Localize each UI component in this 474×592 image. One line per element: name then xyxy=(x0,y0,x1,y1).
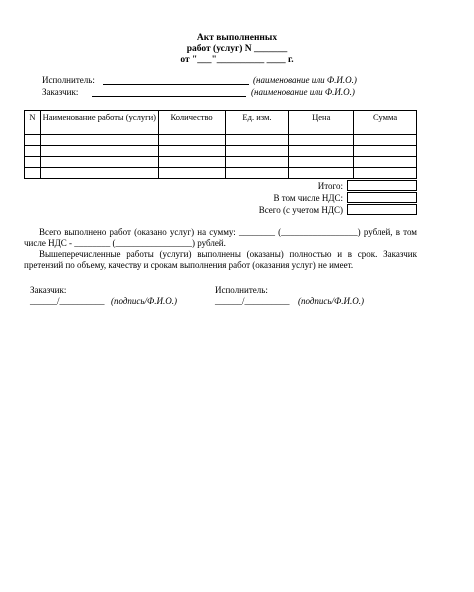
table-cell[interactable] xyxy=(354,157,417,168)
table-cell[interactable] xyxy=(25,146,41,157)
total-field[interactable] xyxy=(347,180,417,191)
signature-customer-line[interactable]: ______/__________ xyxy=(30,296,105,306)
customer-label: Заказчик: xyxy=(42,87,79,97)
col-work-name: Наименование работы (услуги) xyxy=(40,111,158,135)
table-cell[interactable] xyxy=(289,135,354,146)
signature-executor-hint: (подпись/Ф.И.О.) xyxy=(298,296,365,306)
table-cell[interactable] xyxy=(25,157,41,168)
document-number: работ (услуг) N _______ xyxy=(186,44,288,54)
document-date: от "___"__________ ____ г. xyxy=(180,55,294,65)
table-cell[interactable] xyxy=(225,168,289,179)
table-cell[interactable] xyxy=(354,135,417,146)
amount-paragraph: Всего выполнено работ (оказано услуг) на сумму: ________ (_________________) рублей, в том числе НДС - ________ (_________________) рублей. xyxy=(24,227,417,248)
customer-field[interactable] xyxy=(92,96,246,97)
table-header-row xyxy=(25,111,417,135)
table-row xyxy=(25,168,417,179)
signature-executor-line[interactable]: ______/__________ xyxy=(215,296,290,306)
completion-paragraph: Вышеперечисленные работы (услуги) выполнены (оказаны) полностью и в срок. Заказчик претензий по объему, качеству и срокам выполнения работ (оказания услуг) не имеет. xyxy=(24,249,417,270)
table-cell[interactable] xyxy=(158,146,225,157)
table-cell[interactable] xyxy=(40,157,158,168)
document-title: Акт выполненных xyxy=(196,33,278,43)
items-table xyxy=(24,110,417,179)
total-with-vat-field[interactable] xyxy=(347,204,417,215)
signature-customer-hint: (подпись/Ф.И.О.) xyxy=(111,296,178,306)
signature-customer-label: Заказчик: xyxy=(30,285,67,295)
col-quantity: Количество xyxy=(158,111,225,135)
table-cell[interactable] xyxy=(225,135,289,146)
executor-field[interactable] xyxy=(103,84,249,85)
table-cell[interactable] xyxy=(40,135,158,146)
customer-hint: (наименование или Ф.И.О.) xyxy=(251,87,355,97)
executor-label: Исполнитель: xyxy=(42,75,95,85)
table-cell[interactable] xyxy=(289,146,354,157)
table-cell[interactable] xyxy=(40,168,158,179)
table-cell[interactable] xyxy=(354,146,417,157)
table-cell[interactable] xyxy=(225,146,289,157)
table-cell[interactable] xyxy=(158,157,225,168)
executor-hint: (наименование или Ф.И.О.) xyxy=(253,75,357,85)
table-cell[interactable] xyxy=(25,168,41,179)
table-cell[interactable] xyxy=(158,168,225,179)
table-cell[interactable] xyxy=(40,146,158,157)
table-cell[interactable] xyxy=(225,157,289,168)
table-row xyxy=(25,135,417,146)
col-number: N xyxy=(25,111,41,135)
col-price: Цена xyxy=(289,111,354,135)
total-label: Итого: xyxy=(317,181,343,191)
signature-executor-label: Исполнитель: xyxy=(215,285,268,295)
table-cell[interactable] xyxy=(289,168,354,179)
col-unit: Ед. изм. xyxy=(225,111,289,135)
table-cell[interactable] xyxy=(289,157,354,168)
table-cell[interactable] xyxy=(25,135,41,146)
table-cell[interactable] xyxy=(354,168,417,179)
col-sum: Сумма xyxy=(354,111,417,135)
table-row xyxy=(25,146,417,157)
vat-label: В том числе НДС: xyxy=(273,193,343,203)
total-with-vat-label: Всего (с учетом НДС) xyxy=(258,205,343,215)
table-row xyxy=(25,157,417,168)
vat-field[interactable] xyxy=(347,192,417,203)
table-cell[interactable] xyxy=(158,135,225,146)
